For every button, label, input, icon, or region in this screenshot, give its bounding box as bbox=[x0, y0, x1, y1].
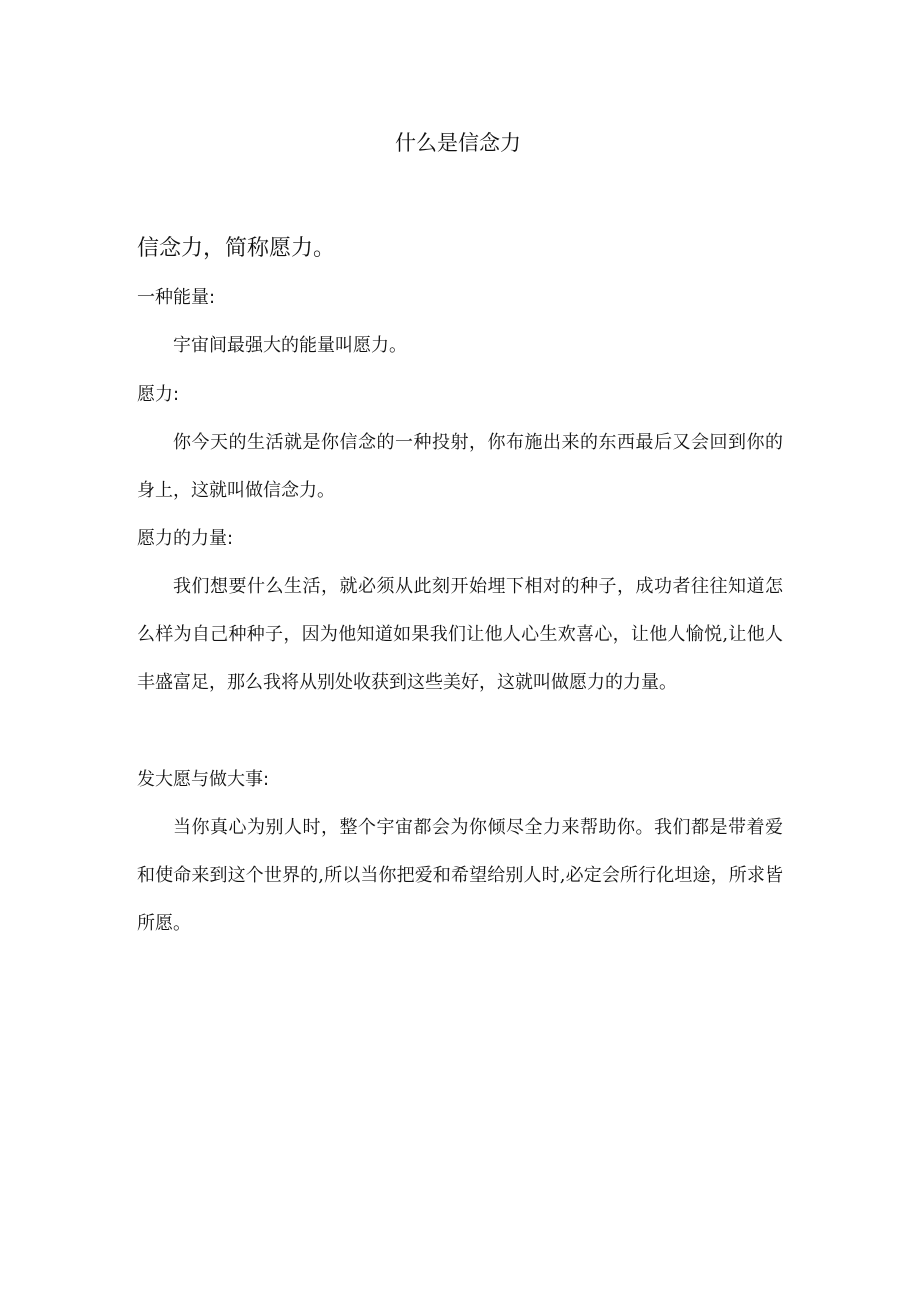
section-heading-willpower: 愿力: bbox=[137, 384, 180, 405]
section-body-great-vow: 当你真心为别人时，整个宇宙都会为你倾尽全力来帮助你。我们都是带着爱和使命来到这个世界的,所以当你把爱和希望给别人时,必定会所行化坦途，所求皆所愿。 bbox=[137, 817, 783, 934]
section-body-power-of-will: 我们想要什么生活，就必须从此刻开始埋下相对的种子，成功者往往知道怎么样为自己种种子，因为他知道如果我们让他人心生欢喜心，让他人愉悦,让他人丰盛富足，那么我将从别处收获到这些美好，这就叫做愿力的力量。 bbox=[137, 576, 783, 693]
section-body-willpower: 你今天的生活就是你信念的一种投射，你布施出来的东西最后又会回到你的身上，这就叫做信念力。 bbox=[137, 432, 783, 501]
section-heading-power-of-will: 愿力的力量: bbox=[137, 528, 234, 549]
section-heading-great-vow: 发大愿与做大事: bbox=[137, 769, 270, 790]
section-heading-energy: 一种能量: bbox=[137, 287, 216, 308]
lead-statement: 信念力，简称愿力。 bbox=[137, 236, 336, 261]
document-title: 什么是信念力 bbox=[395, 131, 521, 155]
section-body-energy: 宇宙间最强大的能量叫愿力。 bbox=[173, 335, 407, 356]
